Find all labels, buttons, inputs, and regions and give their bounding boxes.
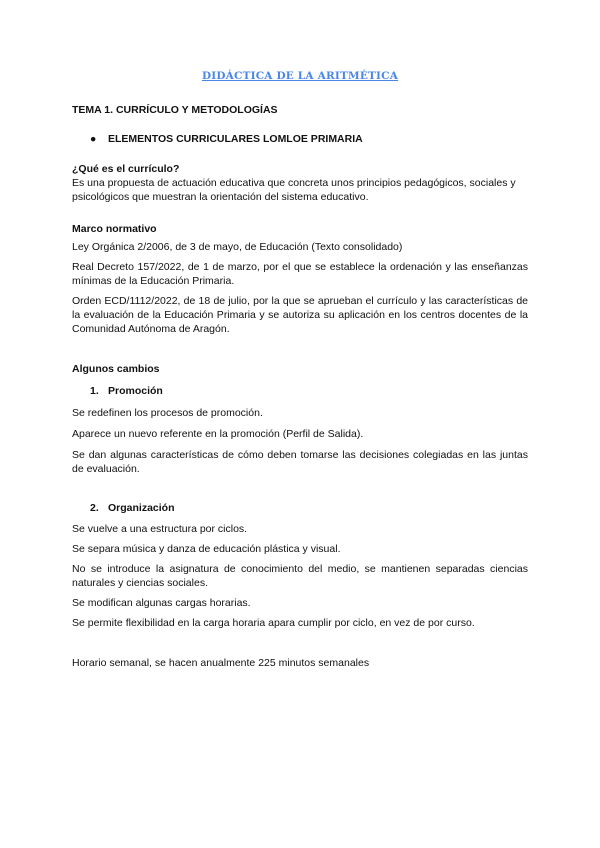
marco-paragraph-1: Ley Orgánica 2/2006, de 3 de mayo, de Educación (Texto consolidado)	[72, 241, 403, 253]
organizacion-paragraph-2: Se separa música y danza de educación plástica y visual.	[72, 543, 341, 555]
bullet-item	[90, 133, 530, 145]
organizacion-paragraph-3: No se introduce la asignatura de conocimiento del medio, se mantienen separadas ciencias naturales y ciencias sociales.	[72, 563, 528, 589]
que-es-text: Es una propuesta de actuación educativa que concreta unos principios pedagógicos, sociales y psicológicos que muestran la orientación del sistema educativo.	[72, 177, 516, 203]
horario-text: Horario semanal, se hacen anualmente 225 minutos semanales	[72, 657, 370, 669]
promocion-paragraph-2: Aparece un nuevo referente en la promoción (Perfil de Salida).	[72, 428, 364, 440]
organizacion-item	[90, 502, 175, 514]
promocion-heading: Promoción	[108, 385, 163, 397]
promocion-paragraph-1: Se redefinen los procesos de promoción.	[72, 407, 263, 419]
organizacion-number: 2.	[90, 502, 99, 514]
promocion-number: 1.	[90, 385, 99, 397]
marco-paragraph-3: Orden ECD/1112/2022, de 18 de julio, por la que se aprueban el currículo y las características de la evaluación de la Educación Primaria y se autoriza su aplicación en los centros docentes de la Comunidad Autónoma de Aragón.	[72, 295, 528, 335]
organizacion-paragraph-1: Se vuelve a una estructura por ciclos.	[72, 523, 248, 535]
que-es-heading: ¿Qué es el currículo?	[72, 163, 180, 175]
bullet-heading: ELEMENTOS CURRICULARES LOMLOE PRIMARIA	[108, 133, 363, 145]
organizacion-paragraph-5: Se permite flexibilidad en la carga horaria apara cumplir por ciclo, en vez de por curso.	[72, 617, 475, 629]
organizacion-heading: Organización	[108, 502, 175, 514]
bullet-marker: ●	[90, 133, 97, 145]
marco-paragraph-2: Real Decreto 157/2022, de 1 de marzo, por el que se establece la ordenación y las enseñanzas mínimas de la Educación Primaria.	[72, 261, 528, 287]
cambios-heading: Algunos cambios	[72, 363, 160, 375]
promocion-item	[90, 385, 163, 397]
marco-heading: Marco normativo	[72, 223, 157, 235]
promocion-paragraph-3: Se dan algunas características de cómo deben tomarse las decisiones colegiadas en las juntas de evaluación.	[72, 449, 528, 475]
organizacion-paragraph-4: Se modifican algunas cargas horarias.	[72, 597, 251, 609]
tema-heading: TEMA 1. CURRÍCULO Y METODOLOGÍAS	[72, 104, 278, 116]
document-title: DIDÁCTICA DE LA ARITMÉTICA	[201, 70, 399, 82]
